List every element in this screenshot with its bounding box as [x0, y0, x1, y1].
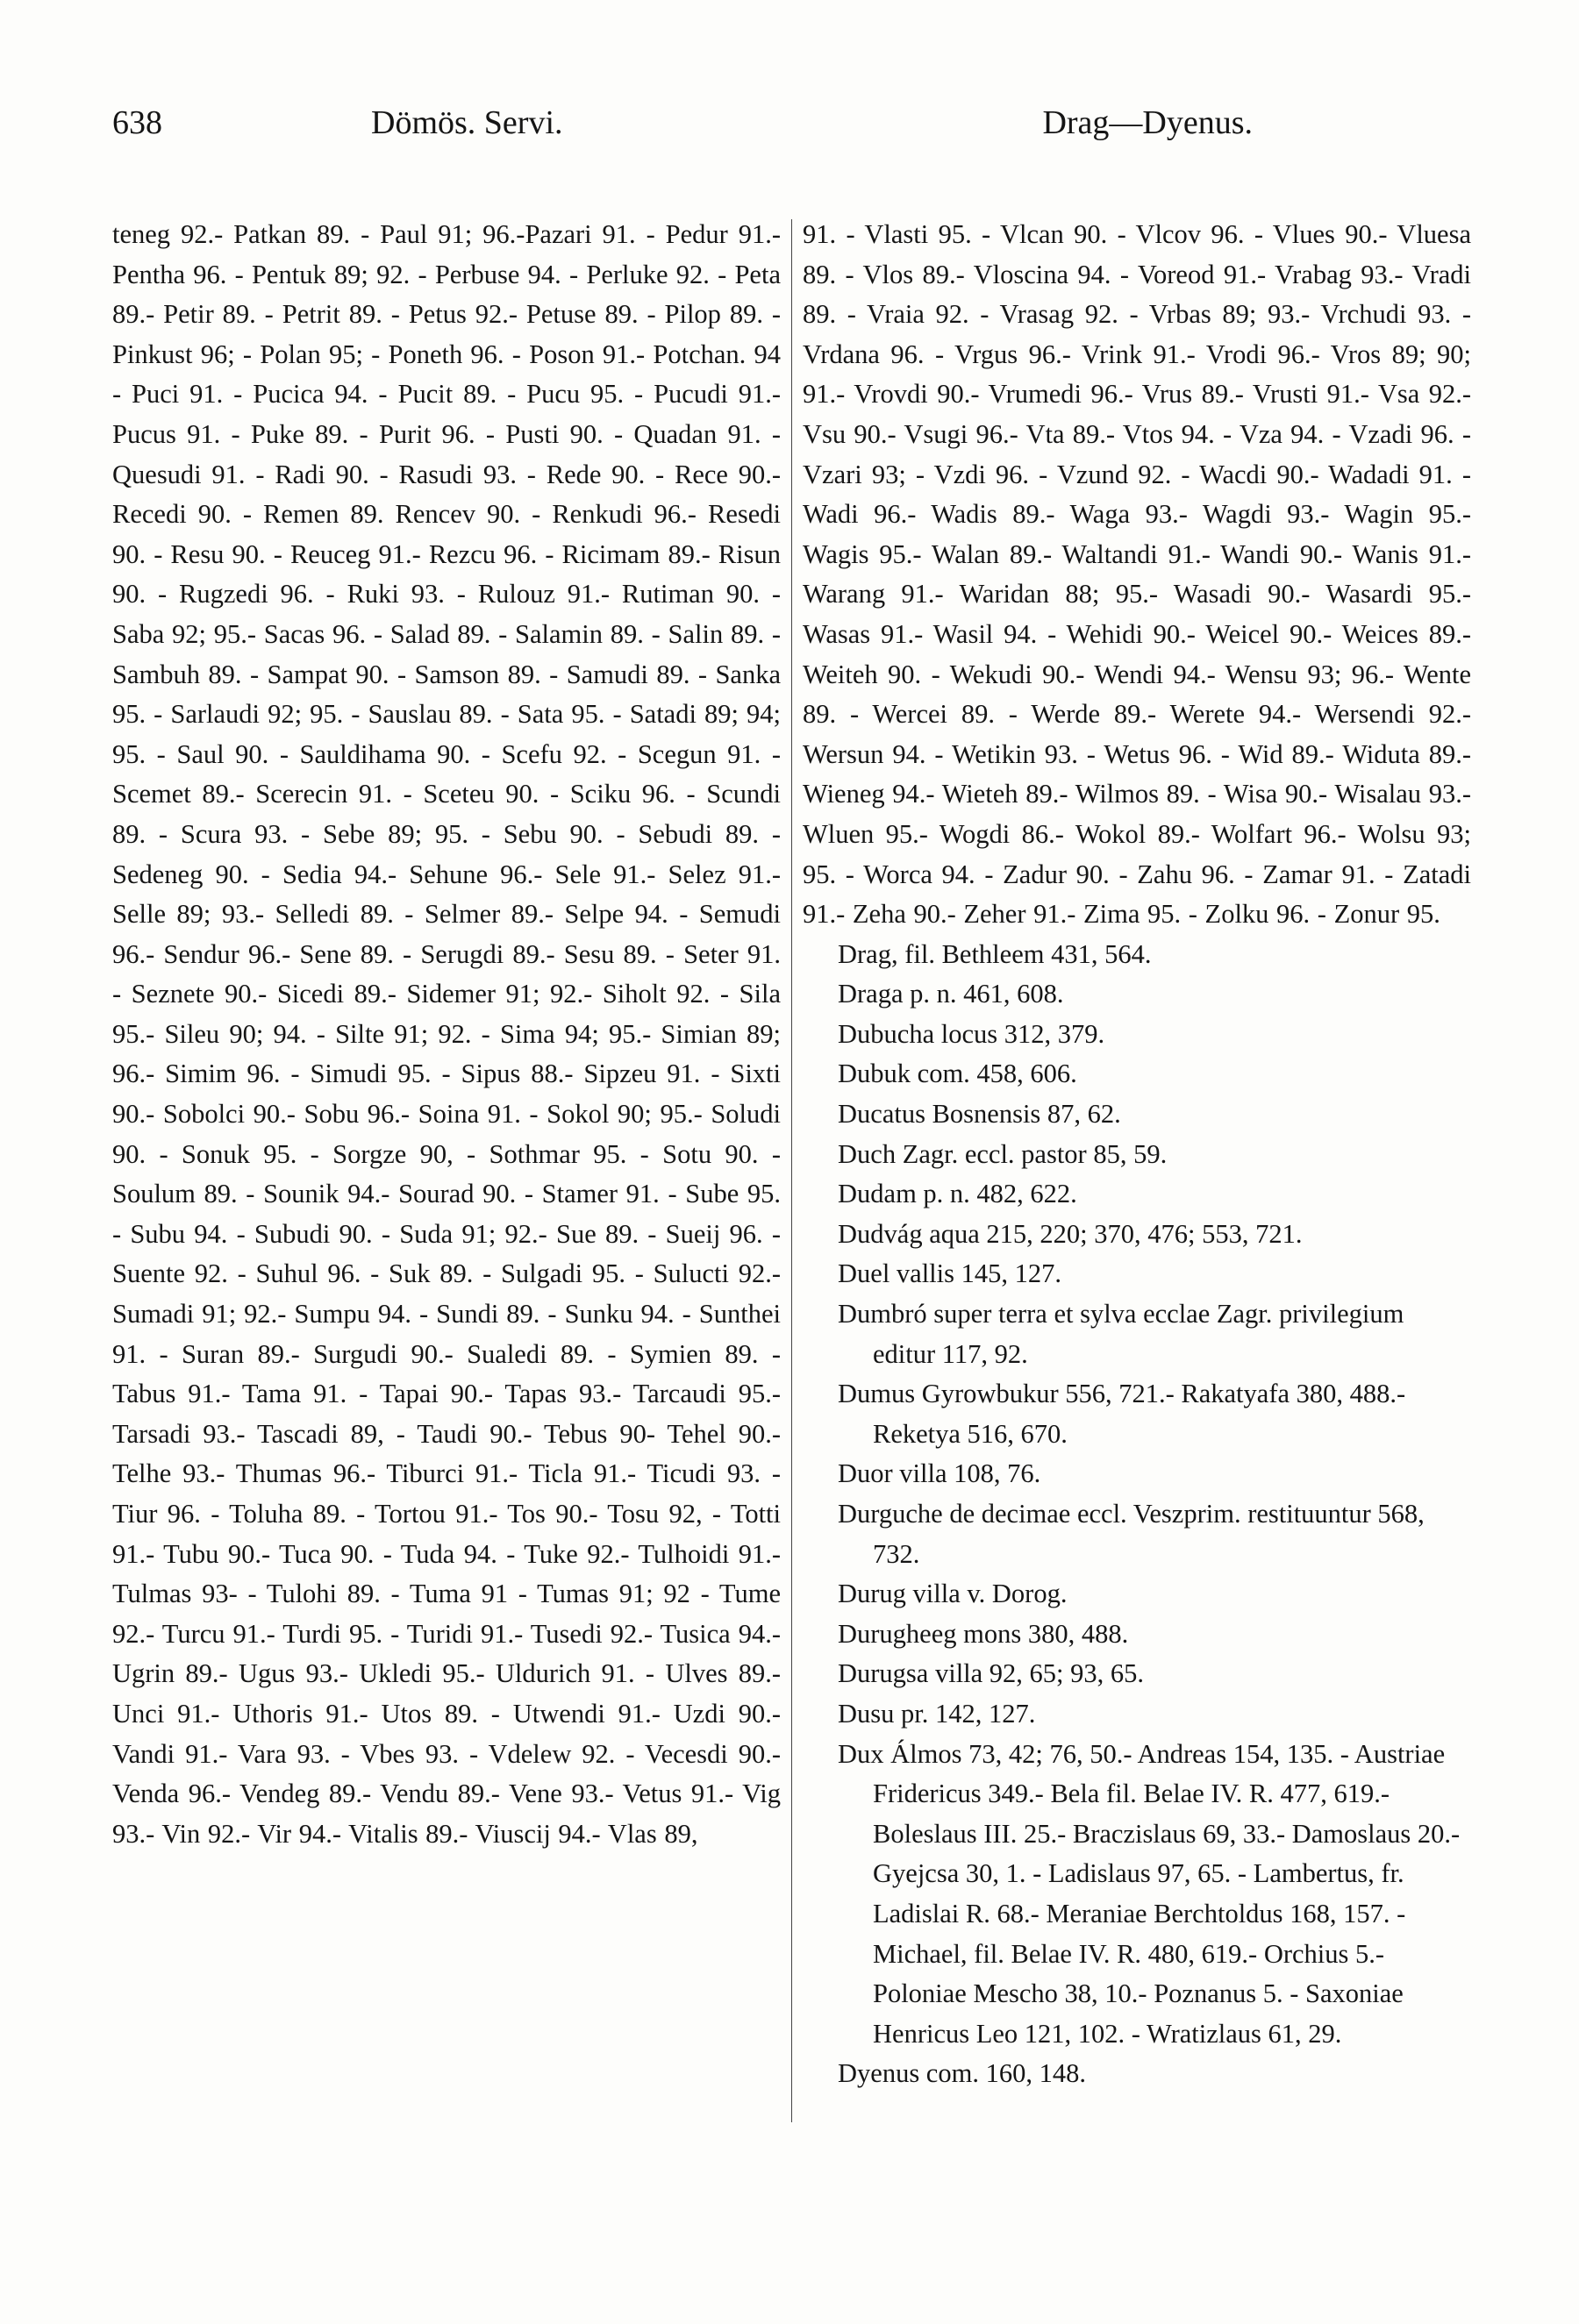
name-list-continued: 91. - Vlasti 95. - Vlcan 90. - Vlcov 96. - Vlues 90.- Vluesa 89. - Vlos 89.- Vloscina 94. - Voreod 91.- Vrabag 93.- Vradi 89. - Vraia 92. - Vrasag 92. - Vrbas 89; 93.- Vrchudi 93. - Vrdana 96. - Vrgus 96.- Vrink 91.- Vrodi 96.- Vros 89; 90; 91.- Vrovdi 90.- Vrumedi 96.- Vrus 89.- Vrusti 91.- Vsa 92.- Vsu 90.- Vsugi 96.- Vta 89.- Vtos 94. - Vza 94. - Vzadi 96. - Vzari 93; - Vzdi 96. - Vzund 92. - Wacdi 90.- Wadadi 91. - Wadi 96.- Wadis 89.- Waga 93.- Wagdi 93.- Wagin 95.- Wagis 95.- Walan 89.- Waltandi 91.- Wandi 90.- Wanis 91.- Warang 91.- Waridan 88; 95.- Wasadi 90.- Wasardi 95.- Wasas 91.- Wasil 94. - Wehidi 90.- Weicel 90.- Weices 89.- Weiteh 90. - Wekudi 90.- Wendi 94.- Wensu 93; 96.- Wente 89. - Wercei 89. - Werde 89.- Werete 94.- Wersendi 92.- Wersun 94. - Wetikin 93. - Wetus 96. - Wid 89.- Widuta 89.- Wieneg 94.- Wieteh 89.- Wilmos 89. - Wisa 90.- Wisalau 93.- Wluen 95.- Wogdi 86.- Wokol 89.- Wolfart 96.- Wolsu 93; 95. - Worca 94. - Zadur 90. - Zahu 96. - Zamar 91. - Zatadi 91.- Zeha 90.- Zeher 91.- Zima 95. - Zolku 96. - Zonur 95. — [803, 219, 1471, 930]
index-entry: Durugsa villa 92, 65; 93, 65. — [838, 1658, 1145, 1689]
index-entry: Dumbró super terra et sylva ecclae Zagr. privilegium editur 117, 92. — [838, 1299, 1404, 1369]
index-entry: Dudvág aqua 215, 220; 370, 476; 553, 721. — [838, 1218, 1303, 1249]
running-header — [112, 103, 1253, 156]
index-entry: Dyenus com. 160, 148. — [838, 2058, 1086, 2089]
index-entry: Durug villa v. Dorog. — [838, 1579, 1068, 1609]
column-divider — [791, 219, 792, 2122]
index-entry: Ducatus Bosnensis 87, 62. — [838, 1099, 1121, 1130]
name-list-text: teneg 92.- Patkan 89. - Paul 91; 96.-Pazari 91. - Pedur 91.- Pentha 96. - Pentuk 89; 92. - Perbuse 94. - Perluke 92. - Peta 89.- Petir 89. - Petrit 89. - Petus 92.- Petuse 89. - Pilop 89. - Pinkust 96; - Polan 95; - Poneth 96. - Poson 91.- Potchan. 94 - Puci 91. - Pucica 94. - Pucit 89. - Pucu 95. - Pucudi 91.- Pucus 91. - Puke 89. - Purit 96. - Pusti 90. - Quadan 91. - Quesudi 91. - Radi 90. - Rasudi 93. - Rede 90. - Rece 90.- Recedi 90. - Remen 89. Rencev 90. - Renkudi 96.- Resedi 90. - Resu 90. - Reuceg 91.- Rezcu 96. - Ricimam 89.- Risun 90. - Rugzedi 96. - Ruki 93. - Rulouz 91.- Rutiman 90. - Saba 92; 95.- Sacas 96. - Salad 89. - Salamin 89. - Salin 89. - Sambuh 89. - Sampat 90. - Samson 89. - Samudi 89. - Sanka 95. - Sarlaudi 92; 95. - Sauslau 89. - Sata 95. - Satadi 89; 94; 95. - Saul 90. - Sauldihama 90. - Scefu 92. - Scegun 91. - Scemet 89.- Scerecin 91. - Sceteu 90. - Sciku 96. - Scundi 89. - Scura 93. - Sebe 89; 95. - Sebu 90. - Sebudi 89. - Sedeneg 90. - Sedia 94.- Sehune 96.- Sele 91.- Selez 91.- Selle 89; 93.- Selledi 89. - Selmer 89.- Selpe 94. - Semudi 96.- Sendur 96.- Sene 89. - Serugdi 89.- Sesu 89. - Seter 91. - Seznete 90.- Sicedi 89.- Sidemer 91; 92.- Siholt 92. - Sila 95.- Sileu 90; 94. - Silte 91; 92. - Sima 94; 95.- Simian 89; 96.- Simim 96. - Simudi 95. - Sipus 88.- Sipzeu 91. - Sixti 90.- Sobolci 90.- Sobu 96.- Soina 91. - Sokol 90; 95.- Soludi 90. - Sonuk 95. - Sorgze 90, - Sothmar 95. - Sotu 90. - Soulum 89. - Sounik 94.- Sourad 90. - Stamer 91. - Sube 95. - Subu 94. - Subudi 90. - Suda 91; 92.- Sue 89. - Sueij 96. - Suente 92. - Suhul 96. - Suk 89. - Sulgadi 95. - Sulucti 92.- Sumadi 91; 92.- Sumpu 94. - Sundi 89. - Sunku 94. - Sunthei 91. - Suran 89.- Surgudi 90.- Sualedi 89. - Symien 89. - Tabus 91.- Tama 91. - Tapai 90.- Tapas 93.- Tarcaudi 95.- Tarsadi 93.- Tascadi 89, - Taudi 90.- Tebus 90- Tehel 90.- Telhe 93.- Thumas 96.- Tiburci 91.- Ticla 91.- Ticudi 93. - Tiur 96. - Toluha 89. - Tortou 91.- Tos 90.- Tosu 92, - Totti 91.- Tubu 90.- Tuca 90. - Tuda 94. - Tuke 92.- Tulhoidi 91.- Tulmas 93- - Tulohi 89. - Tuma 91 - Tumas 91; 92 - Tume 92.- Turcu 91.- Turdi 95. - Turidi 91.- Tusedi 92.- Tusica 94.- Ugrin 89.- Ugus 93.- Ukledi 95.- Uldurich 91. - Ulves 89.- Unci 91.- Uthoris 91.- Utos 89. - Utwendi 91.- Uzdi 90.- Vandi 91.- Vara 93. - Vbes 93. - Vdelew 92. - Vecesdi 90.- Venda 96.- Vendeg 89.- Vendu 89.- Vene 93.- Vetus 91.- Vig 93.- Vin 92.- Vir 94.- Vitalis 89.- Viuscij 94.- Vlas 89, — [112, 219, 781, 1849]
index-entry: Drag, fil. Bethleem 431, 564. — [838, 938, 1152, 969]
index-list — [803, 935, 1471, 2094]
index-entry: Dubuk com. 458, 606. — [838, 1059, 1077, 1089]
index-entry: Dudam p. n. 482, 622. — [838, 1179, 1077, 1209]
running-title: Dömös. Servi. — [371, 104, 563, 141]
index-entry: Durguche de decimae eccl. Veszprim. restituuntur 568, 732. — [838, 1499, 1425, 1569]
index-entry: Dumus Gyrowbukur 556, 721.- Rakatyafa 380, 488.- Reketya 516, 670. — [838, 1379, 1406, 1449]
index-entry: Dusu pr. 142, 127. — [838, 1698, 1036, 1729]
left-column — [112, 215, 781, 2232]
index-entry: Durugheeg mons 380, 488. — [838, 1618, 1129, 1649]
page-number: 638 — [112, 104, 162, 141]
index-entry: Dux Álmos 73, 42; 76, 50.- Andreas 154, 135. - Austriae Fridericus 349.- Bela fil. Belae IV. R. 477, 619.- Boleslaus III. 25.- Braczislaus 69, 33.- Damoslaus 20.- Gyejcsa 30, 1. - Ladislaus 97, 65. - Lambertus, fr. Ladislai R. 68.- Meraniae Berchtoldus 168, 157. - Michael, fil. Belae IV. R. 480, 619.- Orchius 5.- Poloniae Mescho 38, 10.- Poznanus 5. - Saxoniae Henricus Leo 121, 102. - Wratizlaus 61, 29. — [838, 1738, 1461, 2049]
right-column — [803, 215, 1471, 2232]
index-entry: Duch Zagr. eccl. pastor 85, 59. — [838, 1138, 1168, 1169]
index-entry: Dubucha locus 312, 379. — [838, 1018, 1105, 1049]
index-entry: Draga p. n. 461, 608. — [838, 979, 1064, 1009]
entry-range: Drag—Dyenus. — [1042, 104, 1253, 141]
index-entry: Duel vallis 145, 127. — [838, 1258, 1061, 1289]
index-entry: Duor villa 108, 76. — [838, 1458, 1041, 1489]
